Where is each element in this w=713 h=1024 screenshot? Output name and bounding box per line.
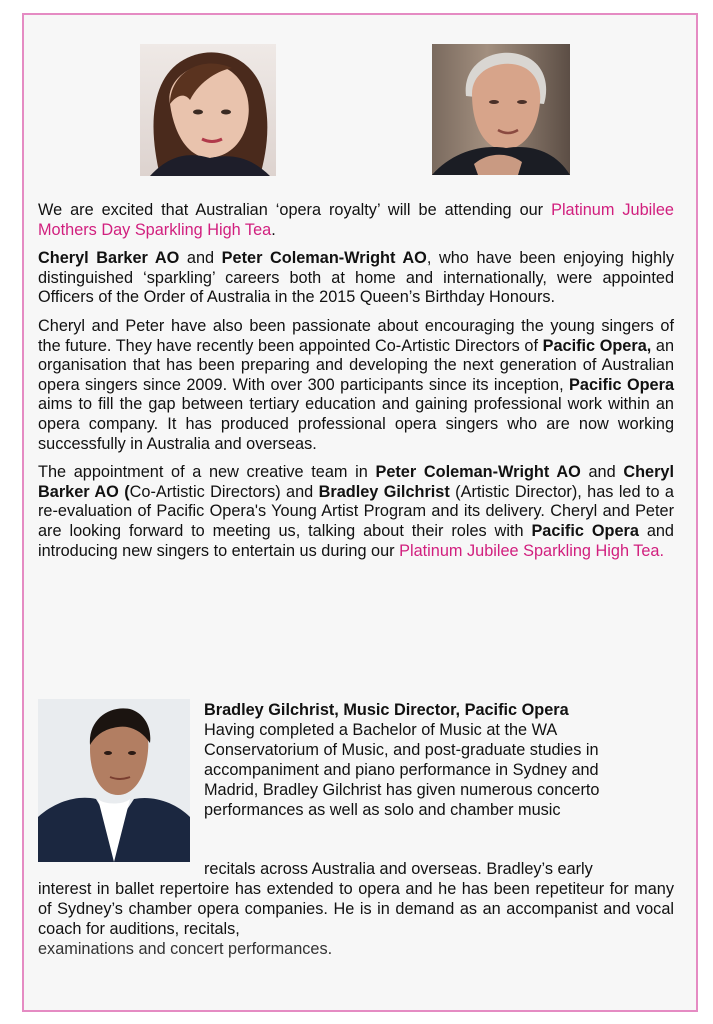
peter-coleman-wright-photo (432, 44, 570, 175)
bradley-bio-top (204, 701, 674, 820)
bradley-title: Bradley Gilchrist, Music Director, Pacific Opera (204, 701, 569, 719)
bradley-bio-last: examinations and concert performances. (38, 939, 333, 958)
intro-paragraph: We are excited that Australian ‘opera royalty’ will be attending our Platinum Jubilee Mothers Day Sparkling High Tea. (38, 201, 674, 239)
bradley-bio-continued (38, 860, 674, 960)
event-name: Platinum Jubilee Mothers Day Sparkling High Tea (38, 201, 674, 239)
honours-paragraph: Cheryl Barker AO and Peter Coleman-Wright AO, who have been enjoying highly distinguished ‘sparkling’ careers both at home and internationally, were appointed Officers of the Order of Australia in the 2015 Queen’s Birthday Honours. (38, 249, 674, 307)
main-article (38, 201, 674, 570)
bradley-line-2: Conservatorium of Music, and post-graduate studies in (204, 740, 599, 759)
bradley-line-3: accompaniment and piano performance in Sydney and (204, 760, 599, 779)
bradley-line-1: Having completed a Bachelor of Music at the WA (204, 720, 558, 739)
bradley-line-6: recitals across Australia and overseas. Bradley’s early (204, 860, 593, 878)
bradley-line-5: performances as well as solo and chamber music (204, 800, 561, 819)
bradley-line-4: Madrid, Bradley Gilchrist has given numerous concerto (204, 780, 600, 799)
cheryl-name: Cheryl Barker AO (38, 249, 180, 268)
peter-name: Peter Coleman-Wright AO (221, 249, 427, 268)
page-frame (22, 13, 698, 1012)
bradley-gilchrist-photo (38, 699, 190, 862)
creative-team-paragraph: The appointment of a new creative team in Peter Coleman-Wright AO and Cheryl Barker AO (Co-Artistic Directors) and Bradley Gilchrist (Artistic Director), has led to a re-evaluation of Pacific Opera's Young Artist Program and its delivery. Cheryl and Peter are looking forward to meeting us, talking about their roles with Pacific Opera and introducing new singers to entertain us during our Platinum Jubilee Sparkling High Tea. (38, 463, 675, 560)
cheryl-barker-photo (140, 44, 276, 176)
pacific-opera-paragraph: Cheryl and Peter have also been passionate about encouraging the young singers of the future. They have recently been appointed Co-Artistic Directors of Pacific Opera, an organisation that has been preparing and developing the next generation of Australian opera singers since 2009. With over 300 participants since its inception, Pacific Opera aims to fill the gap between tertiary education and gaining professional work within an opera company. It has produced professional opera singers who are now working successfully in Australia and overseas. (38, 316, 675, 453)
bradley-bio-rest: interest in ballet repertoire has extended to opera and he has been repetiteur for many of Sydney’s chamber opera companies. He is in demand as an accompanist and vocal coach for auditions, recitals, (38, 879, 674, 938)
